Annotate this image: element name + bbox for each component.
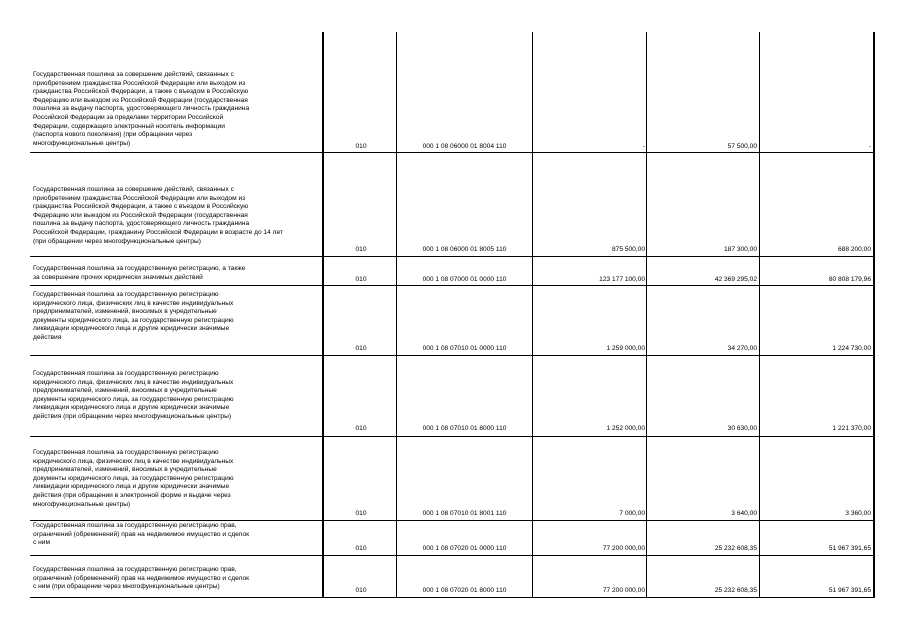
row-4-executed: 34 270,00 <box>727 345 757 352</box>
row-divider <box>30 256 875 257</box>
row-2-unexecuted: 688 200,00 <box>837 246 871 253</box>
row-divider <box>30 520 875 521</box>
column-divider <box>396 32 397 597</box>
row-7-approved: 77 200 000,00 <box>602 545 645 552</box>
row-5-executed: 30 630,00 <box>727 425 757 432</box>
row-6-unexecuted: 3 360,00 <box>845 510 871 517</box>
row-8-budget-code: 000 1 08 07020 01 8000 110 <box>422 587 507 594</box>
row-1-name: Государственная пошлина за совершение действий, связанных с приобретением гражданства Российской Федерации или выходом из гражданства Российской Федерации, а также с въездом в Российскую Федерацию или выездом из Российской Федерации (государственная пошлина за выдачу паспорта, удостоверяющего личность гражданина Российской Федерации за пределами территории Российской Федерации, содержащего электронный носитель информации (паспорта нового поколения) (при обращении через многофункциональные центры) <box>33 71 250 147</box>
row-7-line-code: 010 <box>355 545 367 552</box>
row-3-name: Государственная пошлина за государственную регистрацию, а также за совершение прочих юридически значимых действий <box>33 265 246 281</box>
row-5-approved: 1 252 000,00 <box>606 425 645 432</box>
row-4-budget-code: 000 1 08 07010 01 0000 110 <box>422 345 507 352</box>
column-divider <box>532 32 533 597</box>
row-8-name: Государственная пошлина за государственную регистрацию прав, ограничений (обременений) прав на недвижимое имущество и сделок с ним (при обращении через многофункциональные центры) <box>33 566 249 591</box>
row-8-executed: 25 232 608,35 <box>714 587 757 594</box>
row-8-approved: 77 200 000,00 <box>602 587 645 594</box>
column-divider <box>759 32 760 597</box>
column-divider <box>873 32 875 597</box>
row-divider <box>30 597 875 598</box>
row-divider <box>30 555 875 556</box>
row-7-name: Государственная пошлина за государственную регистрацию прав, ограничений (обременений) прав на недвижимое имущество и сделок с ним <box>33 522 249 547</box>
row-divider <box>30 285 875 286</box>
row-divider <box>30 355 875 356</box>
row-7-budget-code: 000 1 08 07020 01 0000 110 <box>422 545 507 552</box>
row-5-budget-code: 000 1 08 07010 01 8000 110 <box>422 425 507 432</box>
row-3-approved: 123 177 100,00 <box>599 276 645 283</box>
row-4-approved: 1 259 000,00 <box>606 345 645 352</box>
row-divider <box>30 152 875 153</box>
row-2-line-code: 010 <box>355 246 367 253</box>
row-8-line-code: 010 <box>355 587 367 594</box>
row-2-budget-code: 000 1 08 06000 01 8005 110 <box>422 246 507 253</box>
row-2-name: Государственная пошлина за совершение действий, связанных с приобретением гражданства Российской Федерации или выходом из гражданства Российской Федерации, а также с въездом в Российскую Федерацию или выездом из Российской Федерации (государственная пошлина за выдачу паспорта, удостоверяющего личность гражданина Российской Федерации, гражданину Российской Федерации в возрасте до 14 лет (при обращении через многофункциональные центры) <box>33 186 283 245</box>
row-1-executed: 57 500,00 <box>727 143 757 150</box>
row-6-line-code: 010 <box>355 510 367 517</box>
row-6-approved: 7 000,00 <box>619 510 645 517</box>
row-5-unexecuted: 1 221 370,00 <box>832 425 871 432</box>
row-5-line-code: 010 <box>355 425 367 432</box>
row-6-executed: 3 640,00 <box>731 510 757 517</box>
row-5-name: Государственная пошлина за государственную регистрацию юридического лица, физических лиц в качестве индивидуальных предпринимателей, изменений, вносимых в учредительные документы юридического лица, за государственную регистрацию ликвидации юридического лица и другие юридически значимые действия (при обращении через многофункциональные центры) <box>33 370 234 420</box>
row-2-approved: 875 500,00 <box>611 246 645 253</box>
row-1-line-code: 010 <box>355 143 367 150</box>
row-1-approved: - <box>642 143 645 150</box>
row-7-unexecuted: 51 967 391,65 <box>828 545 871 552</box>
row-3-line-code: 010 <box>355 276 367 283</box>
row-8-unexecuted: 51 967 391,65 <box>828 587 871 594</box>
row-4-unexecuted: 1 224 730,00 <box>832 345 871 352</box>
row-1-unexecuted: - <box>868 143 871 150</box>
row-2-executed: 187 300,00 <box>723 246 757 253</box>
row-4-name: Государственная пошлина за государственную регистрацию юридического лица, физических лиц в качестве индивидуальных предпринимателей, изменений, вносимых в учредительные документы юридического лица, за государственную регистрацию ликвидации юридического лица и другие юридически значимые действия <box>33 291 234 341</box>
row-3-executed: 42 369 295,02 <box>714 276 757 283</box>
row-6-budget-code: 000 1 08 07010 01 8001 110 <box>422 510 507 517</box>
row-divider <box>30 436 875 437</box>
row-3-budget-code: 000 1 08 07000 01 0000 110 <box>422 276 507 283</box>
row-1-budget-code: 000 1 08 06000 01 8004 110 <box>422 143 507 150</box>
column-divider <box>322 32 324 597</box>
row-6-name: Государственная пошлина за государственную регистрацию юридического лица, физических лиц в качестве индивидуальных предпринимателей, изменений, вносимых в учредительные документы юридического лица, за государственную регистрацию ликвидации юридического лица и другие юридически значимые действия (при обращении в электронной форме и выдаче через многофункциональные центры) <box>33 449 234 508</box>
row-4-line-code: 010 <box>355 345 367 352</box>
row-3-unexecuted: 80 808 179,96 <box>828 276 871 283</box>
row-7-executed: 25 232 608,35 <box>714 545 757 552</box>
